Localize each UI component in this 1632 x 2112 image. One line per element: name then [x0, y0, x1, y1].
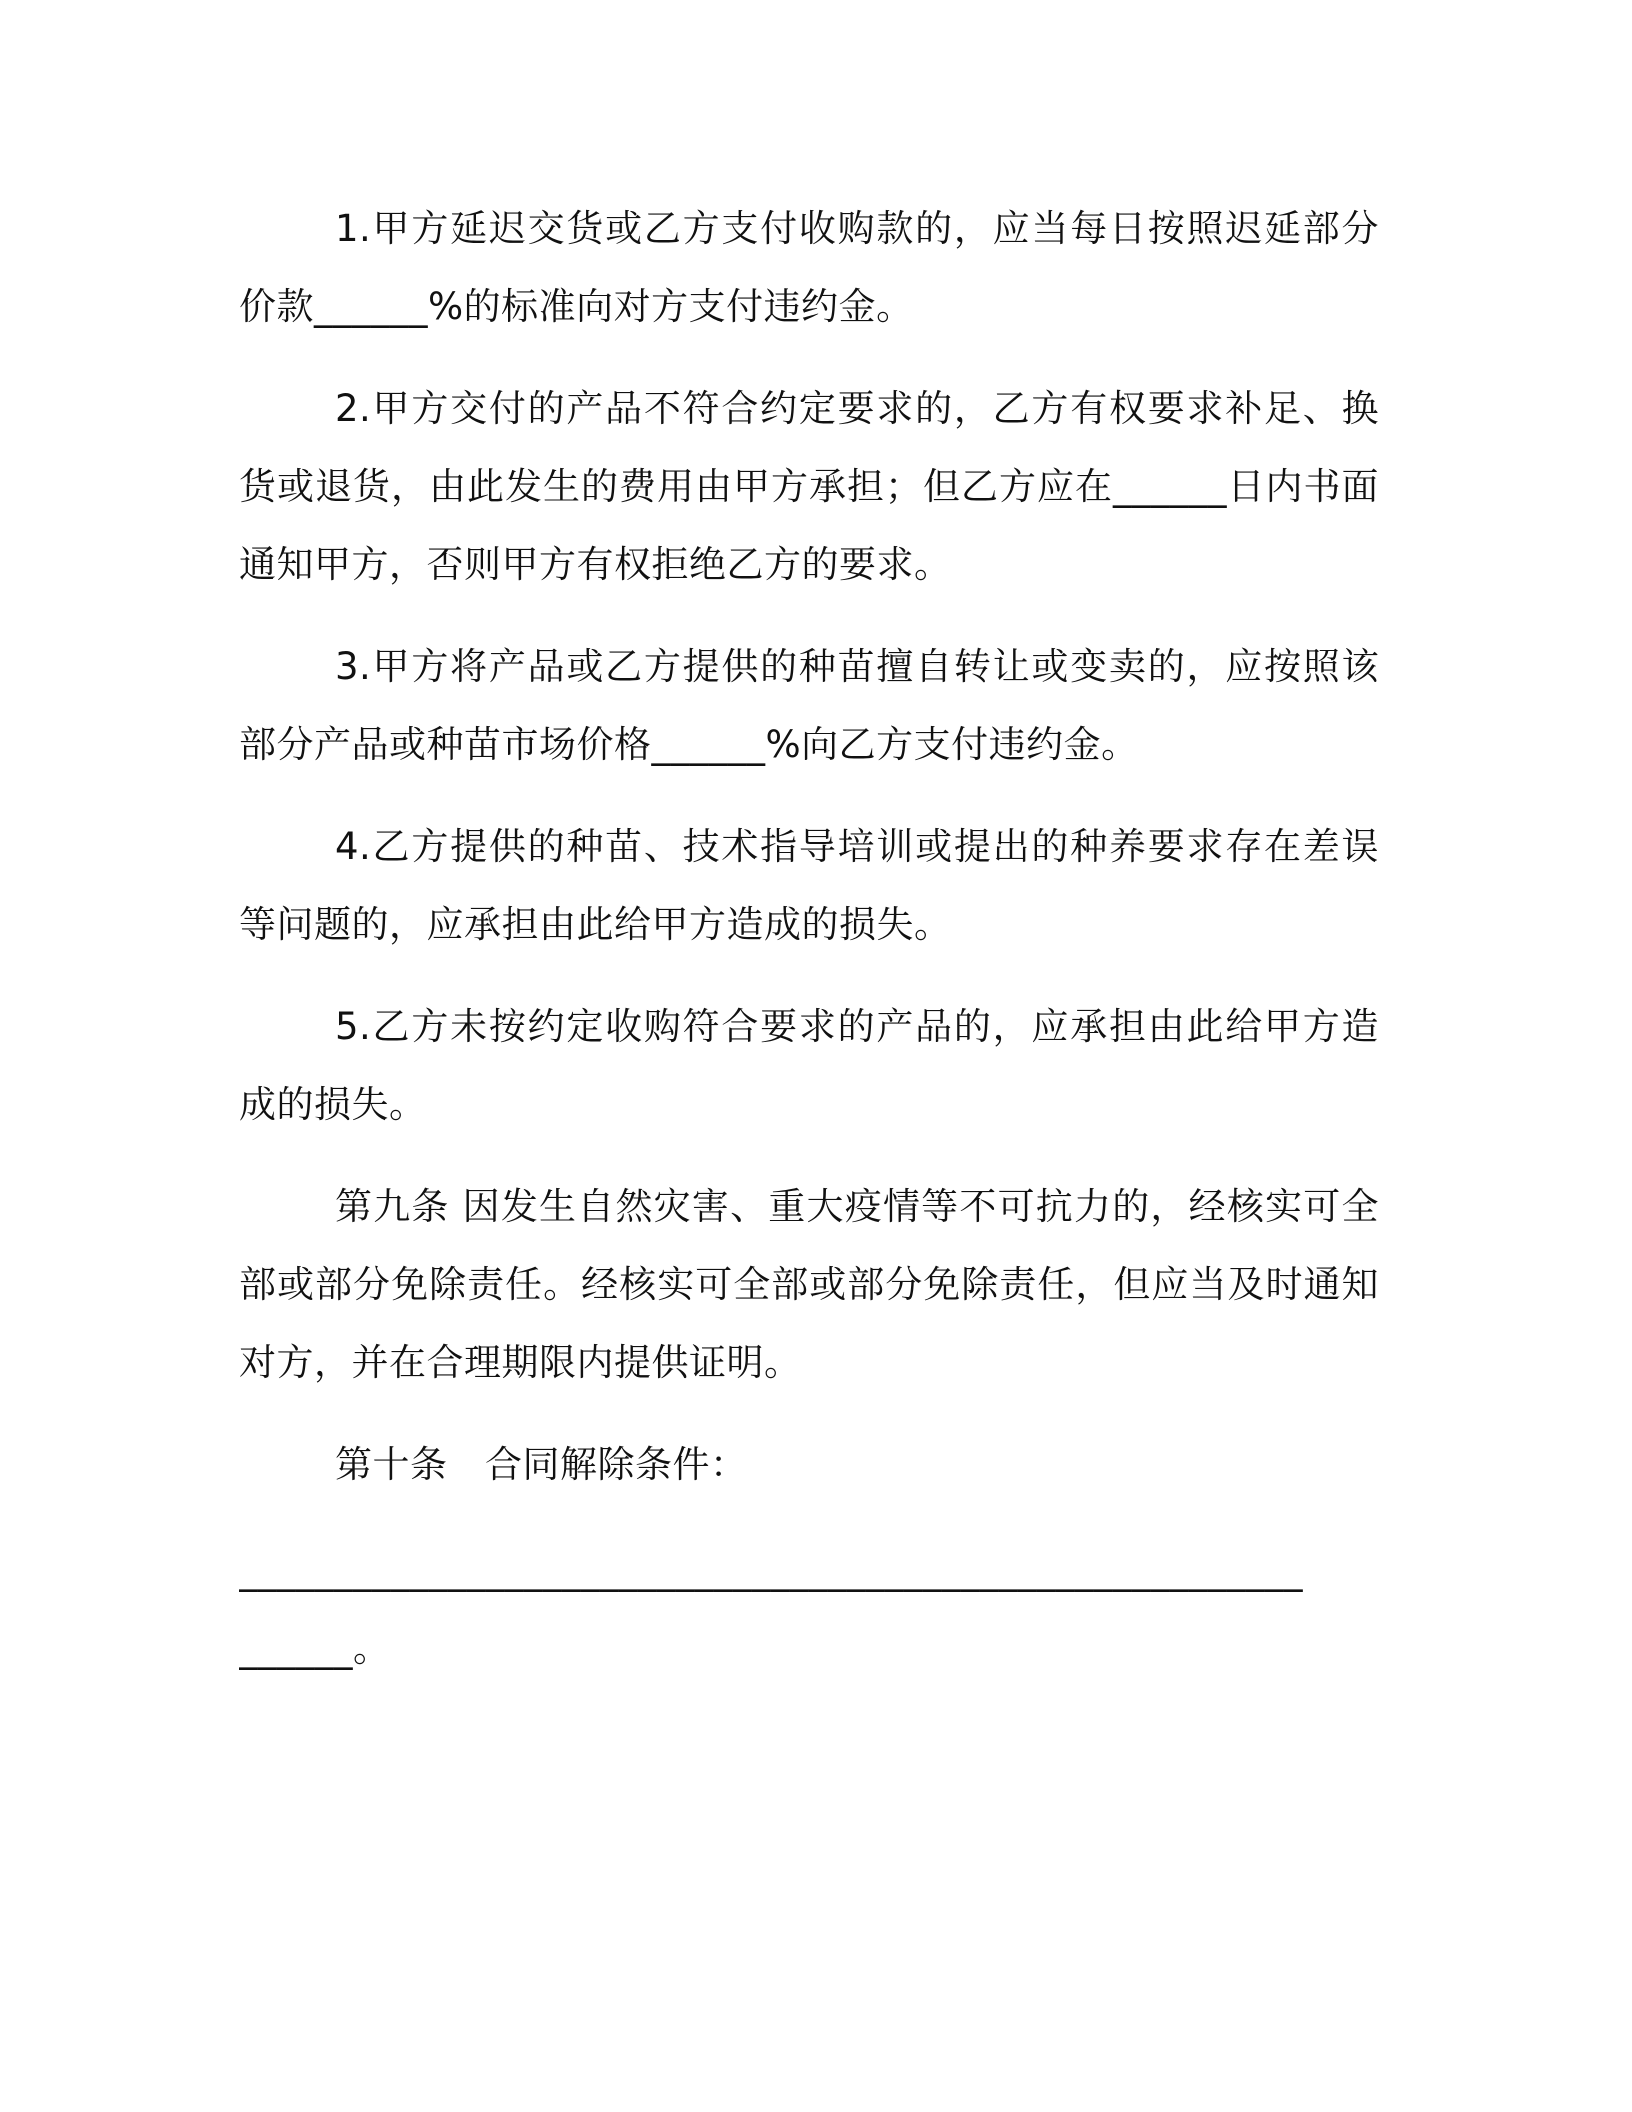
article-10-termination-heading: 第十条 合同解除条件： [335, 1443, 748, 1486]
fill-in-blank-line-end: ______。 [239, 1627, 391, 1670]
clause-seedling-error-liability: 4.乙方提供的种苗、技术指导培训或提出的种养要求存在差误等问题的，应承担由此给甲方造成的损失。 [239, 825, 1379, 946]
clause-unauthorized-transfer: 3.甲方将产品或乙方提供的种苗擅自转让或变卖的，应按照该部分产品或种苗市场价格______%向乙方支付违约金。 [239, 645, 1379, 766]
clause-late-delivery-penalty: 1.甲方延迟交货或乙方支付收购款的，应当每日按照迟延部分价款______%的标准向对方支付违约金。 [239, 207, 1379, 328]
article-9-force-majeure: 第九条 因发生自然灾害、重大疫情等不可抗力的，经核实可全部或部分免除责任。经核实可全部或部分免除责任，但应当及时通知对方，并在合理期限内提供证明。 [239, 1185, 1379, 1384]
clause-nonconforming-product: 2.甲方交付的产品不符合约定要求的，乙方有权要求补足、换货或退货，由此发生的费用由甲方承担；但乙方应在______日内书面通知甲方，否则甲方有权拒绝乙方的要求。 [239, 387, 1379, 586]
clause-failure-to-purchase: 5.乙方未按约定收购符合要求的产品的，应承担由此给甲方造成的损失。 [239, 1005, 1379, 1126]
fill-in-blank-line: ________________________________________________________ [239, 1549, 1303, 1592]
document-body [239, 190, 1379, 1688]
